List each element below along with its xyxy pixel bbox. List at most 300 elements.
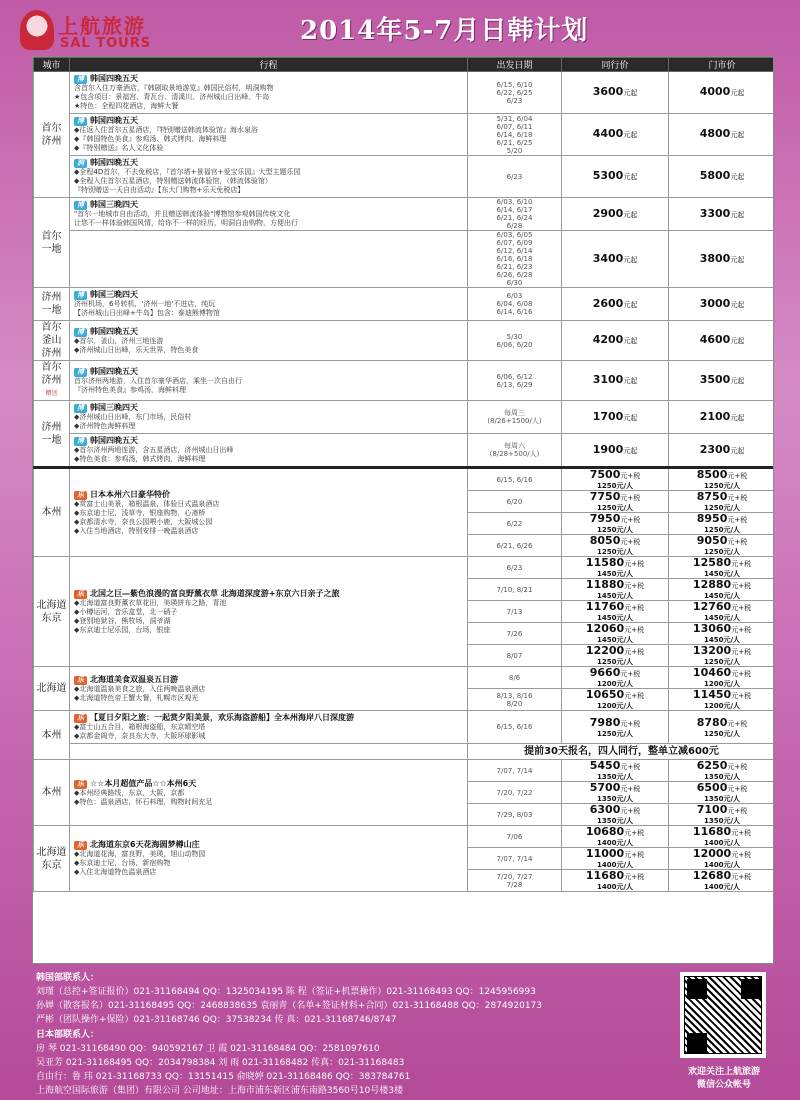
dates-cell: 6/06, 6/12 6/13, 6/29 <box>468 361 562 401</box>
city-name: 北海道 东京 <box>36 846 67 871</box>
brand-tag: 博 <box>74 291 87 300</box>
tax-line <box>669 680 774 688</box>
tax-amount: 1200 <box>596 702 617 710</box>
peer-price: 10650 <box>585 688 625 701</box>
brand-tag: 博 <box>74 75 87 84</box>
header-retail-price: 门市价 <box>669 58 775 72</box>
table-row <box>34 434 775 468</box>
peer-price: 3400 <box>592 251 624 265</box>
price-unit: 元+税 <box>731 851 752 859</box>
tour-name[interactable]: 韩国四晚五天 <box>90 74 138 83</box>
tax-unit: 元/人 <box>723 680 741 688</box>
peer-price: 10680 <box>585 825 625 838</box>
page-title: 2014年5-7月日韩计划 <box>300 16 589 46</box>
tour-header <box>74 200 463 210</box>
tax-unit: 元/人 <box>616 861 634 869</box>
tax-line <box>669 839 774 847</box>
retail-price-cell <box>669 601 775 623</box>
peer-price-cell <box>562 689 669 711</box>
table-row <box>34 468 775 491</box>
tour-desc: ◆入住北海道特色温泉酒店 <box>74 868 157 876</box>
city-cell <box>34 667 70 711</box>
tax-unit: 元/人 <box>723 773 741 781</box>
price-unit: 元+税 <box>731 692 752 700</box>
tax-line <box>562 839 668 847</box>
retail-price-cell <box>669 711 775 744</box>
city-name: 首尔 济州 <box>41 362 62 386</box>
price-unit: 元+税 <box>620 472 641 480</box>
peer-price-cell <box>562 601 669 623</box>
retail-price: 13200 <box>692 644 732 657</box>
tax-amount: 1350 <box>703 817 724 825</box>
japan-contact-line: 自由行：鲁 玮 021-31168733 QQ：13151415 俞晓婷 021-31168486 QQ：383784761 <box>36 1072 411 1082</box>
tour-name[interactable]: 韩国四晚五天 <box>90 436 138 445</box>
tax-amount: 1450 <box>596 570 617 578</box>
retail-price-cell <box>669 623 775 645</box>
tour-header <box>74 74 463 84</box>
city-name: 济州 一地 <box>41 421 62 446</box>
price-unit: 元+税 <box>624 692 645 700</box>
tax-unit: 元/人 <box>723 861 741 869</box>
tax-unit: 元/人 <box>723 548 741 556</box>
tax-amount: 1200 <box>703 702 724 710</box>
retail-price: 12680 <box>692 869 732 882</box>
table-row <box>34 826 775 848</box>
tour-desc: ◆特色：温泉酒店，怀石料理，购物时间充足 <box>74 797 213 806</box>
price-unit: 元+税 <box>620 516 641 524</box>
price-unit: 元起 <box>730 337 745 345</box>
tax-line <box>562 614 668 622</box>
city-name: 首尔 一地 <box>41 230 62 255</box>
tax-line <box>669 614 774 622</box>
dates-cell: 6/23 <box>468 557 562 579</box>
tax-line <box>562 658 668 666</box>
tax-unit: 元/人 <box>723 592 741 600</box>
retail-price: 12760 <box>692 600 732 613</box>
tour-desc: ◆小樽运河，音乐盒堂，北一硝子 <box>74 607 178 616</box>
price-unit: 元+税 <box>620 785 641 793</box>
peer-price-cell <box>562 870 669 892</box>
tax-unit: 元/人 <box>616 482 634 490</box>
retail-price-cell <box>669 804 775 826</box>
brand-tag: 博 <box>74 117 87 126</box>
table-row <box>34 198 775 231</box>
tax-line <box>562 570 668 578</box>
logo[interactable] <box>20 10 170 54</box>
city-note: 赠送 <box>45 390 58 397</box>
price-unit: 元起 <box>623 446 638 455</box>
dates-cell: 每周三 (8/26+1500/人) <box>468 401 562 434</box>
retail-price-cell <box>669 513 775 535</box>
itinerary-cell <box>70 72 468 114</box>
peer-price-cell <box>562 848 669 870</box>
peer-price: 12200 <box>585 644 625 657</box>
tour-desc: 『济州特色美食』参鸡汤，海鲜料理 <box>74 385 186 394</box>
tour-name[interactable]: 北海道东京6天花海圆梦樽山庄 <box>90 840 200 849</box>
tour-desc: ◆全程入住首尔五星酒店，特别赠送韩流体验馆，（韩流体验馆） <box>74 177 272 185</box>
tour-desc: ◆济州城山日出峰，乐天世界，特色美食 <box>74 345 199 354</box>
tax-unit: 元/人 <box>723 614 741 622</box>
price-unit: 元+税 <box>727 807 748 815</box>
tour-name[interactable]: 日本本州六日豪华特价 <box>90 489 170 499</box>
tour-desc: ◆『特别赠送』名人文化体验 <box>74 144 164 152</box>
retail-price: 6250 <box>696 759 728 772</box>
retail-price: 11450 <box>692 688 732 701</box>
tax-unit: 元/人 <box>616 817 634 825</box>
tax-unit: 元/人 <box>616 636 634 644</box>
tax-line <box>562 680 668 688</box>
tour-desc: 含首尔入住万豪酒店，『韩剧取景地游览』韩国民俗村，明洞购物 <box>74 84 274 92</box>
tax-amount: 1400 <box>596 883 617 891</box>
tax-line <box>562 592 668 600</box>
tax-unit: 元/人 <box>616 680 634 688</box>
price-unit: 元起 <box>623 337 638 345</box>
dates-cell: 7/07, 7/14 <box>468 760 562 782</box>
itinerary-cell <box>70 434 468 468</box>
tax-unit: 元/人 <box>723 482 741 490</box>
peer-price: 1700 <box>592 409 624 423</box>
japan-contact-line: 吴亚芳 021-31168495 QQ：2034798384 刘 雨 021-31168482 传真：021-31168483 <box>36 1058 405 1068</box>
city-name: 北海道 <box>36 683 67 694</box>
dates-cell: 7/07, 7/14 <box>468 848 562 870</box>
brand-tag: 博 <box>74 437 87 446</box>
price-unit: 元起 <box>730 210 745 219</box>
tour-name[interactable]: 韩国三晚四天 <box>90 200 138 209</box>
peer-price: 2600 <box>592 296 624 310</box>
tax-unit: 元/人 <box>616 614 634 622</box>
tax-amount: 1350 <box>703 773 724 781</box>
dates-cell: 6/20 <box>468 491 562 513</box>
brand-tag: 乐 <box>74 841 87 850</box>
tour-desc: ★特色：全程四花酒店，海鲜大餐 <box>74 102 179 110</box>
retail-price-cell <box>669 231 775 288</box>
tour-header <box>74 158 463 168</box>
tour-desc: ◆往返入住首尔五星酒店，『特别赠送韩流体验馆』海水泉浴 <box>74 126 258 134</box>
tour-name[interactable]: 韩国四晚五天 <box>90 366 138 376</box>
tour-desc: ◆东京迪士尼乐园，台场，银座 <box>74 625 171 634</box>
tax-amount: 1450 <box>703 614 724 622</box>
logo-en: SAL TOURS <box>60 36 152 51</box>
retail-price: 12000 <box>692 847 732 860</box>
tour-name[interactable]: 【夏日夕阳之旅：一起赏夕阳美景，欢乐海盗游船】全本州海岸八日深度游 <box>90 713 354 722</box>
tax-amount: 1250 <box>703 548 724 556</box>
tax-line <box>562 773 668 781</box>
japan-contacts-title: 日本部联系人： <box>36 1030 100 1040</box>
japan-contact-line: 房 琴 021-31168490 QQ：940592167 卫 霞 021-31168484 QQ：2581097610 <box>36 1044 380 1054</box>
peer-price-cell <box>562 579 669 601</box>
tour-name[interactable]: 韩国四晚五天 <box>90 326 138 336</box>
retail-price: 11680 <box>692 825 732 838</box>
peer-price: 11580 <box>585 556 625 569</box>
price-unit: 元起 <box>730 255 745 264</box>
tax-line <box>669 570 774 578</box>
tax-unit: 元/人 <box>616 839 634 847</box>
table-row <box>34 321 775 361</box>
retail-price: 10460 <box>692 666 732 679</box>
tax-unit: 元/人 <box>723 658 741 666</box>
peer-price-cell <box>562 288 669 321</box>
tax-line <box>562 548 668 556</box>
price-unit: 元+税 <box>727 763 748 771</box>
tour-name[interactable]: 韩国四晚五天 <box>90 116 138 125</box>
brand-tag: 乐 <box>74 590 87 599</box>
qr-caption: 微信公众帐号 <box>696 1080 751 1090</box>
tax-amount: 1350 <box>596 773 617 781</box>
tax-unit: 元/人 <box>616 883 634 891</box>
tax-amount: 1200 <box>596 680 617 688</box>
table-row <box>34 114 775 156</box>
tax-unit: 元/人 <box>723 817 741 825</box>
tour-desc: ◆全程4D首尔，不去免税店，『首尔塔+景福宫+爱宝乐园』大型主题乐园 <box>74 168 301 176</box>
tour-desc: ◆北海道温泉美食之旅，入住两晚温泉酒店 <box>74 684 206 693</box>
tour-name[interactable]: 北海道美食双温泉五日游 <box>90 674 178 684</box>
peer-price-cell <box>562 321 669 361</box>
price-unit: 元起 <box>623 173 638 181</box>
retail-price: 12580 <box>692 556 732 569</box>
city-cell <box>34 288 70 321</box>
tour-name[interactable]: 韩国三晚四天 <box>90 290 138 299</box>
table-row <box>34 231 775 288</box>
peer-price-cell <box>562 198 669 231</box>
retail-price-cell <box>669 72 775 114</box>
retail-price-cell <box>669 468 775 491</box>
tax-line <box>669 526 774 534</box>
tax-line <box>669 482 774 490</box>
tour-desc: ◆『韩国特色美食』参鸡汤、韩式烤肉、海鲜料理 <box>74 135 227 143</box>
price-unit: 元+税 <box>624 851 645 859</box>
tour-desc: ◆富士山五合目，箱根海盗船，东京晴空塔 <box>74 723 206 731</box>
tax-line <box>669 817 774 825</box>
tax-amount: 1250 <box>703 482 724 490</box>
price-unit: 元起 <box>730 300 745 309</box>
tax-amount: 1450 <box>703 592 724 600</box>
tax-unit: 元/人 <box>616 658 634 666</box>
tax-line <box>562 883 668 891</box>
tax-amount: 1250 <box>596 658 617 666</box>
header-itinerary: 行程 <box>70 58 468 72</box>
city-name: 首尔 釜山 济州 <box>41 322 62 359</box>
price-unit: 元+税 <box>624 626 645 634</box>
retail-price: 2300 <box>699 442 731 456</box>
tour-header <box>74 116 463 126</box>
tour-desc: ◆济州城山日出峰，东门市场，民俗村 <box>74 413 192 421</box>
dates-cell: 7/26 <box>468 623 562 645</box>
peer-price: 5300 <box>592 169 624 182</box>
tax-unit: 元/人 <box>723 883 741 891</box>
price-unit: 元+税 <box>731 648 752 656</box>
dates-cell: 8/13, 8/16 8/20 <box>468 689 562 711</box>
brand-tag: 乐 <box>74 676 87 685</box>
price-unit: 元+税 <box>731 626 752 634</box>
price-unit: 元起 <box>730 131 745 139</box>
city-cell <box>34 760 70 826</box>
tax-amount: 1450 <box>596 614 617 622</box>
tax-line <box>562 730 668 738</box>
tour-name[interactable]: ☆☆本月超值产品☆☆本州6天 <box>90 778 197 788</box>
price-unit: 元+税 <box>624 873 645 881</box>
retail-price-cell <box>669 760 775 782</box>
dates-cell: 6/23 <box>468 156 562 198</box>
table-row <box>34 557 775 579</box>
tour-desc: 『特别赠送一天自由活动』【东大门购物+乐天免税店】 <box>74 186 245 194</box>
tax-amount: 1400 <box>703 839 724 847</box>
qr-icon <box>684 976 762 1054</box>
price-unit: 元+税 <box>727 719 748 728</box>
tax-line <box>669 636 774 644</box>
itinerary-cell <box>70 667 468 711</box>
tour-name[interactable]: 北国之巨—紫色浪漫的富良野薰衣草 北海道深度游+东京六日亲子之旅 <box>90 588 340 598</box>
korea-contact-line: 刘瑾（总控+签证报价）021-31168494 QQ：1325034195 陈 程（签证+机票操作）021-31168493 QQ：1245956993 <box>36 987 536 997</box>
city-name: 本州 <box>41 507 62 518</box>
tour-header <box>74 403 463 413</box>
dates-cell: 6/21, 6/26 <box>468 535 562 557</box>
tour-header <box>74 713 463 723</box>
tax-amount: 1250 <box>703 729 724 738</box>
tour-header <box>74 589 463 599</box>
retail-price: 8780 <box>696 715 728 729</box>
tour-table <box>32 56 774 964</box>
tax-amount: 1250 <box>703 526 724 534</box>
retail-price-cell <box>669 848 775 870</box>
tax-line <box>562 817 668 825</box>
wechat-qr-code[interactable] <box>680 972 766 1058</box>
itinerary-cell <box>70 711 468 744</box>
brand-tag: 博 <box>74 201 87 210</box>
dates-cell: 7/06 <box>468 826 562 848</box>
retail-price: 3300 <box>699 206 731 220</box>
qr-caption: 欢迎关注上航旅游 <box>687 1067 760 1077</box>
tax-unit: 元/人 <box>616 570 634 578</box>
tour-desc: ◆首尔，釜山，济州三地连游 <box>74 336 164 345</box>
peer-price: 7980 <box>589 715 621 729</box>
retail-price-cell <box>669 826 775 848</box>
tax-amount: 1250 <box>596 482 617 490</box>
peer-price-cell <box>562 826 669 848</box>
price-unit: 元+税 <box>731 604 752 612</box>
brand-tag: 乐 <box>74 714 87 723</box>
tax-unit: 元/人 <box>723 729 741 738</box>
tour-name[interactable]: 韩国四晚五天 <box>90 158 138 167</box>
peer-price-cell <box>562 361 669 401</box>
city-cell <box>34 361 70 401</box>
dates-cell: 6/15, 6/10 6/22, 6/25 6/23 <box>468 72 562 114</box>
peer-price-cell <box>562 114 669 156</box>
peer-price-cell <box>562 513 669 535</box>
retail-price-cell <box>669 321 775 361</box>
dates-cell: 7/29, 8/03 <box>468 804 562 826</box>
itinerary-cell <box>70 826 468 892</box>
header-peer-price: 同行价 <box>562 58 669 72</box>
table-header-row <box>34 58 775 72</box>
retail-price-cell <box>669 156 775 198</box>
tour-desc: ◆京都清水寺，奈良公园喂小鹿，大阪城公园 <box>74 517 213 526</box>
retail-price: 4000 <box>699 85 731 98</box>
peer-price-cell <box>562 667 669 689</box>
tax-line <box>669 592 774 600</box>
tax-amount: 1250 <box>596 548 617 556</box>
tour-desc: ◆东京迪士尼，浅草寺，银座购物，心斋桥 <box>74 508 206 517</box>
tax-unit: 元/人 <box>616 702 634 710</box>
tax-line <box>562 795 668 803</box>
peer-price-cell <box>562 645 669 667</box>
tour-name[interactable]: 韩国三晚四天 <box>90 403 138 412</box>
tax-amount: 1350 <box>596 817 617 825</box>
tour-desc: ◆北海道特色帝王蟹大餐，札幌市区观光 <box>74 693 199 702</box>
table-row <box>34 667 775 689</box>
itinerary-cell <box>70 760 468 826</box>
tour-desc: 让您不一样体验韩国风情，给你不一样的经历，明洞自由购物，方便出行 <box>74 219 298 227</box>
retail-price-cell <box>669 401 775 434</box>
korea-contacts-title: 韩国部联系人： <box>36 973 100 983</box>
price-unit: 元+税 <box>731 582 752 590</box>
peer-price: 5450 <box>589 759 621 772</box>
tax-unit: 元/人 <box>616 795 634 803</box>
peer-price: 4200 <box>592 333 624 346</box>
tax-unit: 元/人 <box>616 526 634 534</box>
dates-cell: 6/22 <box>468 513 562 535</box>
peer-price: 12060 <box>585 622 625 635</box>
price-unit: 元+税 <box>624 604 645 612</box>
retail-price-cell <box>669 579 775 601</box>
retail-price: 4600 <box>699 333 731 346</box>
city-cell <box>34 401 70 468</box>
tax-line <box>669 773 774 781</box>
price-unit: 元起 <box>623 255 638 264</box>
dates-cell: 8/6 <box>468 667 562 689</box>
tax-amount: 1250 <box>596 729 617 738</box>
tax-unit: 元/人 <box>616 548 634 556</box>
price-unit: 元起 <box>730 377 745 385</box>
peer-price: 4400 <box>592 127 624 140</box>
retail-price-cell <box>669 491 775 513</box>
tax-unit: 元/人 <box>723 702 741 710</box>
table-row <box>34 156 775 198</box>
tax-unit: 元/人 <box>723 839 741 847</box>
city-name: 北海道 东京 <box>36 599 67 624</box>
tax-line <box>562 482 668 490</box>
price-unit: 元+税 <box>624 582 645 590</box>
tax-line <box>669 548 774 556</box>
retail-price-cell <box>669 870 775 892</box>
retail-price-cell <box>669 535 775 557</box>
price-unit: 元+税 <box>731 829 752 837</box>
tour-header <box>74 367 463 377</box>
price-unit: 元+税 <box>727 472 748 480</box>
itinerary-cell <box>70 468 468 557</box>
retail-price: 6500 <box>696 781 728 794</box>
tax-amount: 1400 <box>596 839 617 847</box>
tax-unit: 元/人 <box>723 504 741 512</box>
header-city: 城市 <box>34 58 70 72</box>
price-unit: 元+税 <box>727 538 748 546</box>
tour-desc: ◆京都金阁寺，奈良东大寺，大阪环球影城 <box>74 732 206 740</box>
peer-price: 7500 <box>589 468 621 481</box>
tax-amount: 1250 <box>596 504 617 512</box>
price-unit: 元+税 <box>620 807 641 815</box>
korea-contact-line: 严彬（团队操作+保险）021-31168746 QQ：37538234 传 真：021-31168746/8747 <box>36 1015 397 1025</box>
dates-cell: 7/13 <box>468 601 562 623</box>
dates-cell: 5/30 6/06, 6/20 <box>468 321 562 361</box>
tax-unit: 元/人 <box>723 636 741 644</box>
city-cell <box>34 711 70 760</box>
brand-tag: 润 <box>74 159 87 168</box>
peer-price: 6300 <box>589 803 621 816</box>
tax-amount: 1250 <box>703 504 724 512</box>
price-unit: 元起 <box>623 210 638 219</box>
tour-desc: ◆赏富士山美景，箱根温泉，体验日式温泉酒店 <box>74 499 220 508</box>
city-cell <box>34 321 70 361</box>
tour-header <box>74 436 463 446</box>
